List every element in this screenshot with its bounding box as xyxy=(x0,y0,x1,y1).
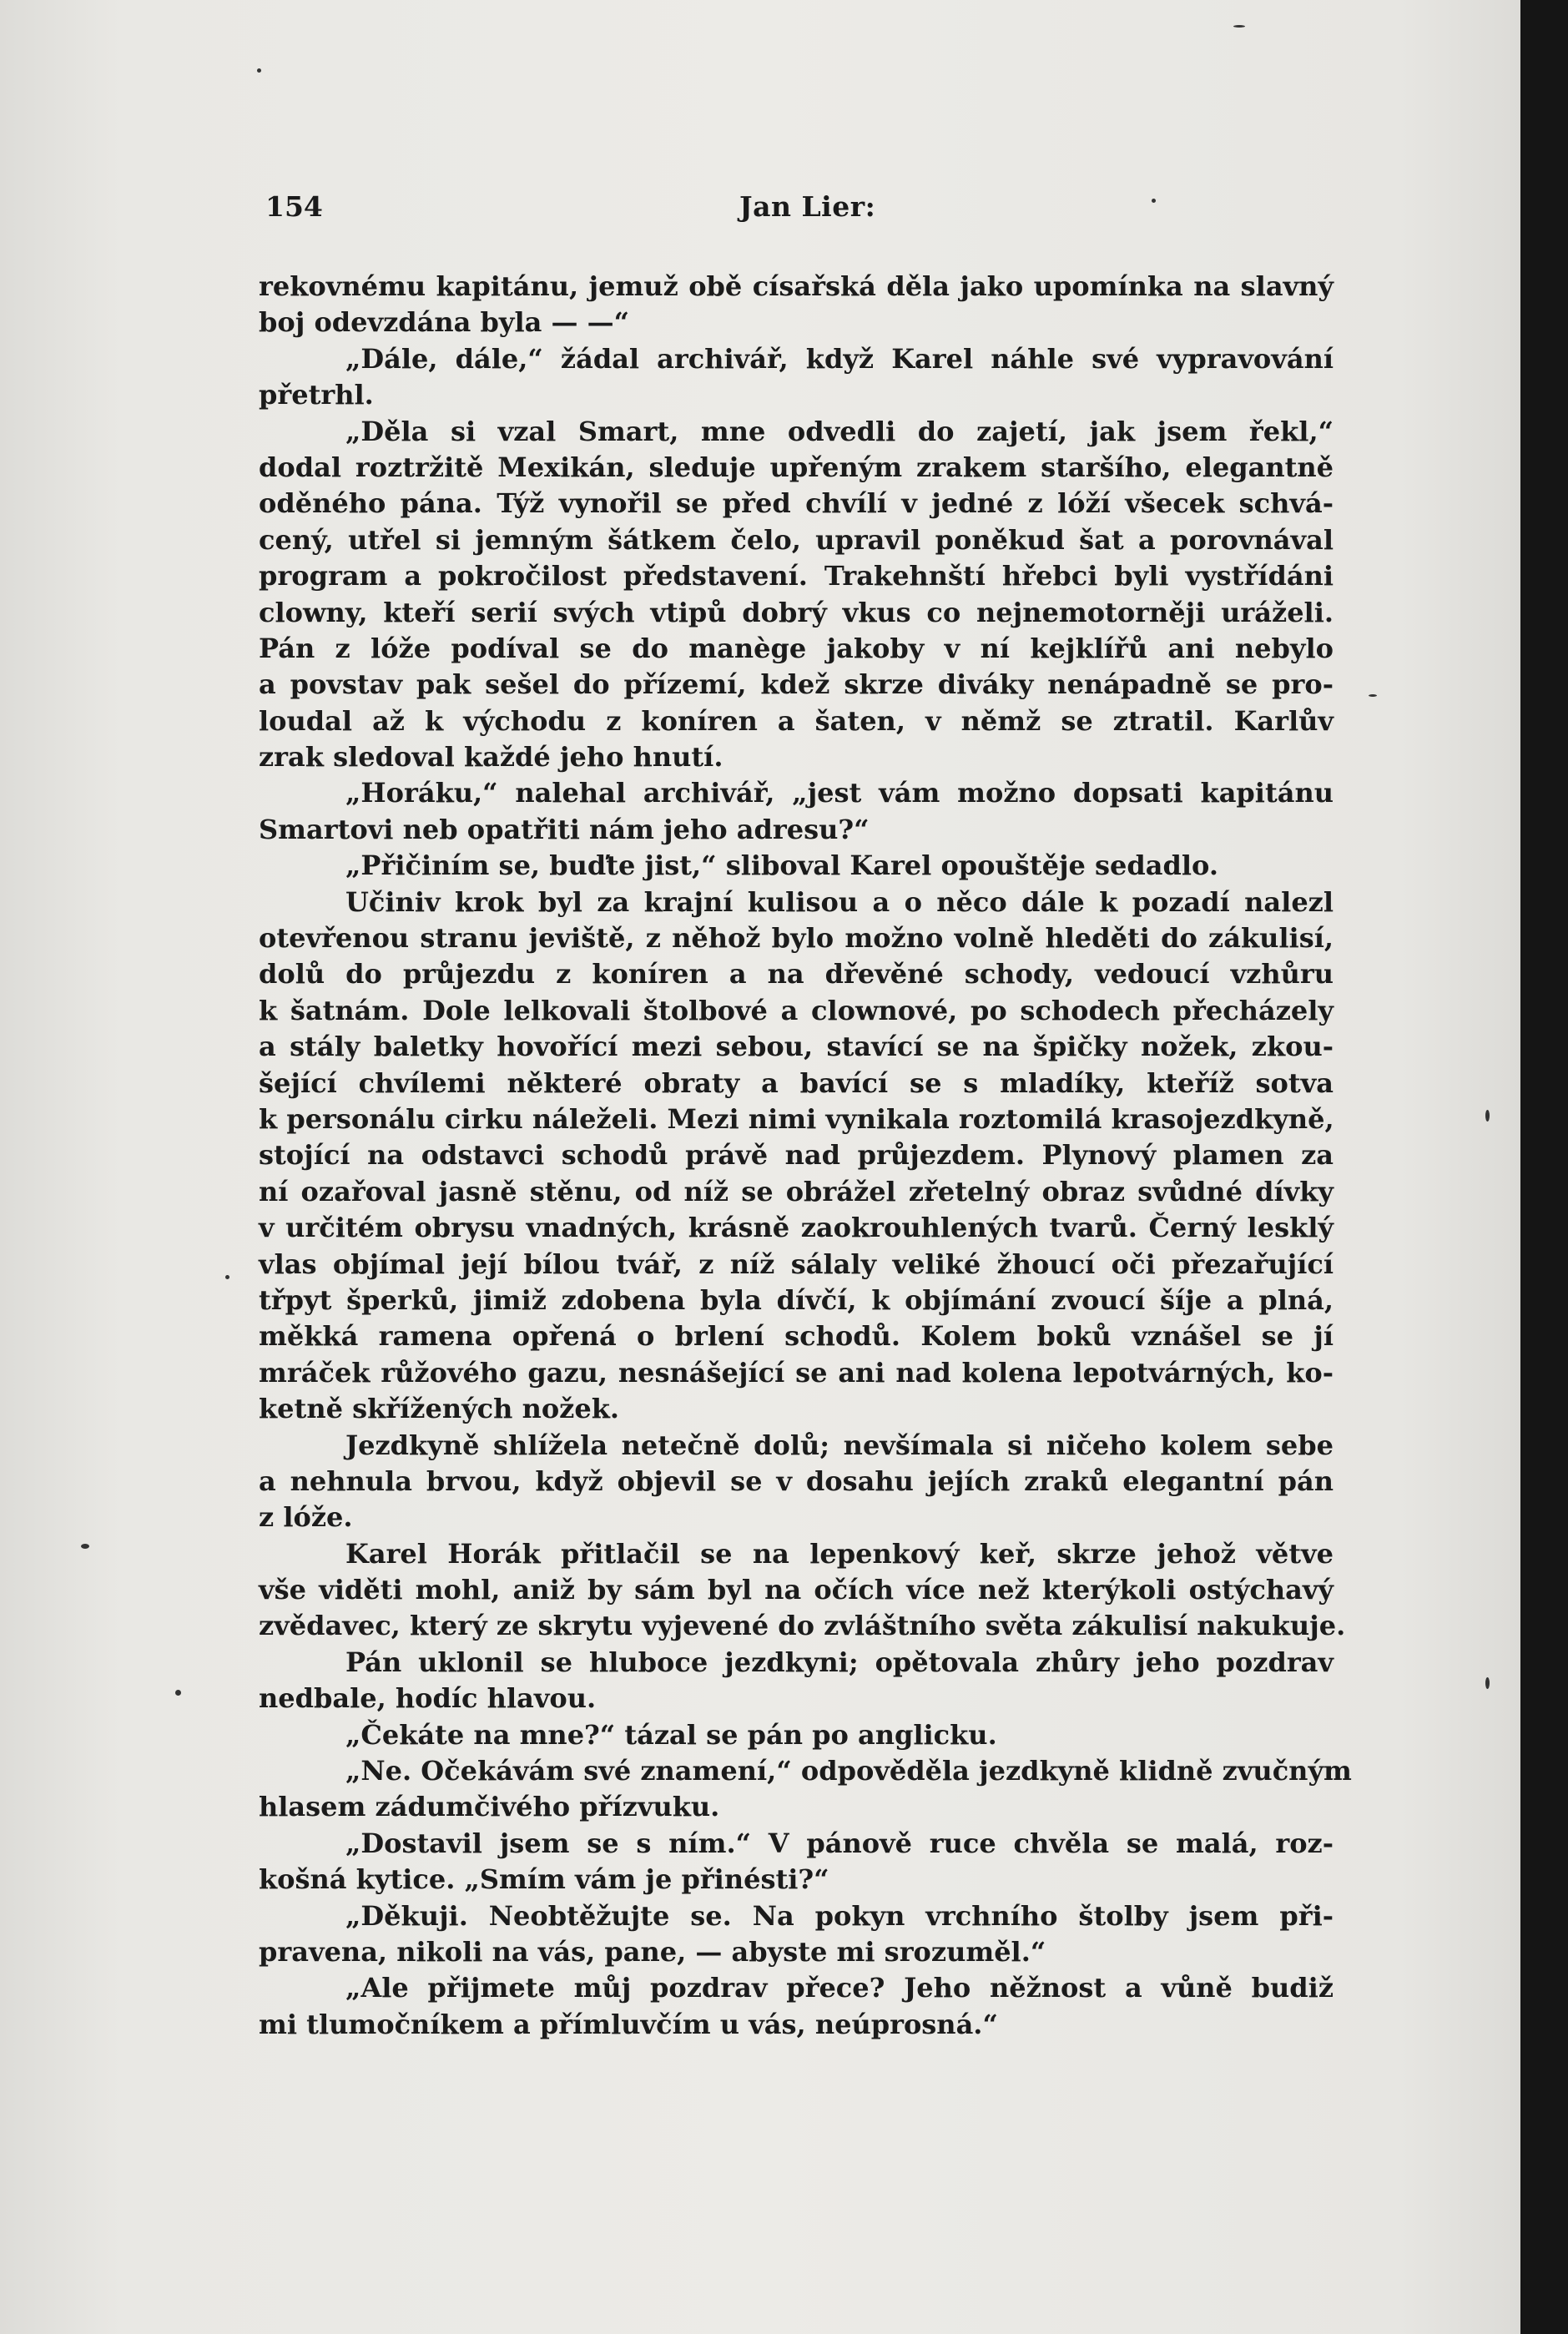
ink-speck xyxy=(1485,1677,1490,1689)
running-title: Jan Lier: xyxy=(739,190,876,223)
text-line: a nehnula brvou, když objevil se v dosahu jejích zraků elegantní pán xyxy=(259,1464,1334,1497)
text-line: „Dostavil jsem se s ním.“ V pánově ruce chvěla se malá, roz- xyxy=(345,1827,1334,1859)
scan-edge xyxy=(1520,0,1568,2334)
text-line: dodal roztržitě Mexikán, sleduje upřeným zrakem staršího, elegantně xyxy=(259,451,1334,483)
text-line: z lóže. xyxy=(259,1501,353,1534)
text-line: Jezdkyně shlížela netečně dolů; nevšímala si ničeho kolem sebe xyxy=(345,1429,1334,1461)
body-text xyxy=(259,269,1352,2043)
ink-speck xyxy=(225,1275,229,1279)
text-line: Smartovi neb opatřiti nám jeho adresu?“ xyxy=(259,813,870,845)
text-line: program a pokročilost představení. Trakehnští hřebci byli vystřídáni xyxy=(259,560,1334,592)
text-line: „Děla si vzal Smart, mne odvedli do zajetí, jak jsem řekl,“ xyxy=(345,415,1334,447)
text-line: košná kytice. „Smím vám je přinésti?“ xyxy=(259,1863,829,1896)
ink-speck xyxy=(1233,25,1245,28)
ink-speck xyxy=(175,1690,181,1696)
text-line: loudal až k východu z koníren a šaten, v němž se ztratil. Karlův xyxy=(259,704,1334,737)
text-line: šející chvílemi některé obraty a bavící se s mladíky, kteříž sotva xyxy=(259,1066,1334,1099)
text-line: rekovnému kapitánu, jemuž obě císařská děla jako upomínka na slavný xyxy=(259,270,1334,302)
text-line: ketně skřížených nožek. xyxy=(259,1393,620,1425)
text-line: vlas objímal její bílou tvář, z níž sálaly veliké žhoucí oči přezařující xyxy=(259,1248,1334,1280)
page-number: 154 xyxy=(265,190,323,223)
text-line: „Přičiním se, buďte jist,“ sliboval Karel opouštěje sedadlo. xyxy=(345,849,1218,882)
page-header xyxy=(265,190,1325,229)
text-line: v určitém obrysu vnadných, krásně zaokrouhlených tvarů. Černý lesklý xyxy=(259,1212,1334,1244)
ink-speck xyxy=(257,68,261,73)
text-line: „Děkuji. Neobtěžujte se. Na pokyn vrchního štolby jsem při- xyxy=(345,1899,1334,1932)
text-line: zvědavec, který ze skrytu vyjevené do zvláštního světa zákulisí nakukuje. xyxy=(259,1610,1346,1642)
ink-speck xyxy=(1152,199,1156,203)
text-line: mráček růžového gazu, nesnášející se ani nad kolena lepotvárných, ko- xyxy=(259,1356,1334,1389)
text-line: otevřenou stranu jeviště, z něhož bylo možno volně hleděti do zákulisí, xyxy=(259,922,1334,955)
text-line: k šatnám. Dole lelkovali štolbové a clownové, po schodech přecházely xyxy=(259,994,1334,1026)
ink-speck xyxy=(81,1544,89,1549)
text-line: měkká ramena opřená o brlení schodů. Kolem boků vznášel se jí xyxy=(259,1320,1334,1353)
text-line: mi tlumočníkem a přímluvčím u vás, neúprosná.“ xyxy=(259,2008,998,2040)
text-line: ní ozařoval jasně stěnu, od níž se obrážel zřetelný obraz svůdné dívky xyxy=(259,1175,1334,1207)
text-line: dolů do průjezdu z koníren a na dřevěné schody, vedoucí vzhůru xyxy=(259,958,1334,991)
text-line: Pán z lóže podíval se do manège jakoby v ní kejklířů ani nebylo xyxy=(259,632,1334,664)
text-line: pravena, nikoli na vás, pane, — abyste mi srozuměl.“ xyxy=(259,1935,1046,1968)
text-line: přetrhl. xyxy=(259,379,374,411)
text-line: „Ne. Očekávám své znamení,“ odpověděla jezdkyně klidně zvučným xyxy=(345,1755,1352,1787)
text-line: nedbale, hodíc hlavou. xyxy=(259,1682,597,1715)
text-line: zrak sledoval každé jeho hnutí. xyxy=(259,741,723,774)
text-line: třpyt šperků, jimiž zdobena byla dívčí, k objímání zvoucí šíje a plná, xyxy=(259,1283,1334,1316)
text-line: „Horáku,“ nalehal archivář, „jest vám možno dopsati kapitánu xyxy=(345,777,1334,809)
text-line: boj odevzdána byla — —“ xyxy=(259,306,630,339)
text-line: k personálu cirku náleželi. Mezi nimi vynikala roztomilá krasojezdkyně, xyxy=(259,1102,1334,1135)
text-line: stojící na odstavci schodů právě nad průjezdem. Plynový plamen za xyxy=(259,1139,1334,1172)
text-line: vše viděti mohl, aniž by sám byl na očích více než kterýkoli ostýchavý xyxy=(259,1574,1334,1606)
text-line: Pán uklonil se hluboce jezdkyni; opětovala zhůry jeho pozdrav xyxy=(345,1646,1334,1678)
text-line: a stály baletky hovořící mezi sebou, stavící se na špičky nožek, zkou- xyxy=(259,1031,1334,1063)
text-line: Učiniv krok byl za krajní kulisou a o něco dále k pozadí nalezl xyxy=(345,885,1334,918)
text-line: „Čekáte na mne?“ tázal se pán po anglicku. xyxy=(345,1718,997,1751)
text-line: hlasem zádumčivého přízvuku. xyxy=(259,1791,720,1823)
text-line: a povstav pak sešel do přízemí, kdež skrze diváky nenápadně se pro- xyxy=(259,668,1334,701)
text-line: clowny, kteří serií svých vtipů dobrý vkus co nejnemotorněji uráželi. xyxy=(259,596,1334,628)
text-line: Karel Horák přitlačil se na lepenkový keř, skrze jehož větve xyxy=(345,1537,1334,1570)
text-line: oděného pána. Týž vynořil se před chvílí v jedné z lóží všecek schvá- xyxy=(259,487,1334,520)
ink-speck xyxy=(1369,694,1377,697)
text-line: „Ale přijmete můj pozdrav přece? Jeho něžnost a vůně budiž xyxy=(345,1972,1334,2004)
text-line: „Dále, dále,“ žádal archivář, když Karel náhle své vypravování xyxy=(345,342,1334,375)
ink-speck xyxy=(1485,1110,1490,1122)
text-line: cený, utřel si jemným šátkem čelo, upravil poněkud šat a porovnával xyxy=(259,523,1334,556)
